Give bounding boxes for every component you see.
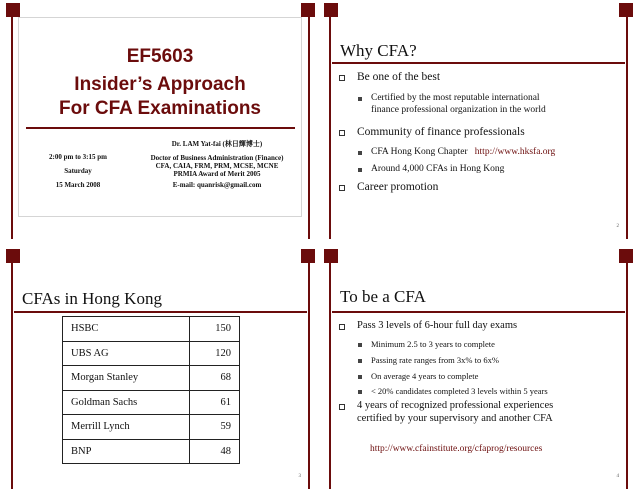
slide-border-line (11, 249, 13, 489)
sub-bullet-text: Certified by the most reputable international (371, 93, 540, 103)
bullet-text: Pass 3 levels of 6-hour full day exams (357, 320, 518, 331)
table-row (63, 317, 240, 342)
session-date: 15 March 2008 (55, 181, 101, 189)
slide-border-line (329, 3, 331, 239)
sub-bullet-text: Around 4,000 CFAs in Hong Kong (371, 164, 505, 174)
square-bullet-icon (358, 375, 362, 379)
cfa-count: 150 (190, 317, 240, 342)
slide-corner-accent (6, 249, 20, 263)
square-bullet-icon (358, 390, 362, 394)
square-bullet-icon (339, 404, 345, 410)
page-number: 4 (616, 474, 619, 479)
table-row (63, 366, 240, 391)
square-bullet-icon (339, 75, 345, 81)
cfa-count: 61 (190, 390, 240, 415)
bullet-text: Community of finance professionals (357, 126, 525, 138)
course-code: EF5603 (126, 46, 194, 67)
firm-name: Merrill Lynch (63, 415, 190, 440)
presenter-info (134, 140, 300, 189)
sub-bullet-text: Minimum 2.5 to 3 years to complete (371, 339, 495, 349)
chapter-name: CFA Hong Kong Chapter (371, 147, 468, 157)
table-row (63, 439, 240, 464)
bullet-text: certified by your supervisory and another CFA (357, 413, 553, 424)
cfa-institute-link[interactable]: http://www.cfainstitute.org/cfaprog/resources (370, 444, 543, 454)
cfa-count: 68 (190, 366, 240, 391)
slide-4 (324, 249, 633, 489)
cfa-count: 48 (190, 439, 240, 464)
square-bullet-icon (358, 359, 362, 363)
session-info (26, 150, 130, 192)
firm-name: BNP (63, 439, 190, 464)
slide-corner-accent (324, 249, 338, 263)
cfa-count: 59 (190, 415, 240, 440)
slide-border-line (308, 249, 310, 489)
heading-rule (332, 62, 625, 64)
sub-bullet-text: On average 4 years to complete (371, 371, 479, 381)
heading-rule (14, 311, 307, 313)
firm-name: Morgan Stanley (63, 366, 190, 391)
title-separator (26, 127, 295, 129)
square-bullet-icon (339, 324, 345, 330)
square-bullet-icon (358, 97, 362, 101)
square-bullet-icon (339, 130, 345, 136)
slide-2 (324, 3, 633, 239)
page-number: 3 (298, 474, 301, 479)
presenter-name: Dr. LAM Yat-fai (林日輝博士) (171, 140, 263, 148)
title-line-2: Insider’s Approach (74, 74, 246, 95)
presenter-degree: Doctor of Business Administration (Finance) (150, 154, 284, 162)
bullet-text: 4 years of recognized professional experiences (357, 400, 554, 411)
sub-bullet-text (371, 147, 555, 159)
bullet-text: Be one of the best (357, 71, 441, 83)
cfa-count-table (62, 316, 240, 464)
bullet-text: Career promotion (357, 181, 439, 193)
page-number: 2 (616, 224, 619, 229)
table-row (63, 341, 240, 366)
square-bullet-icon (358, 343, 362, 347)
slide-border-line (308, 3, 310, 239)
firm-name: Goldman Sachs (63, 390, 190, 415)
slide-corner-accent (6, 3, 20, 17)
session-day: Saturday (64, 167, 92, 175)
slide-1 (6, 3, 315, 239)
slide-border-line (11, 3, 13, 239)
presenter-email: E-mail: quanrisk@gmail.com (172, 181, 262, 189)
slide-3 (6, 249, 315, 489)
hksfa-link[interactable]: http://www.hksfa.org (474, 147, 556, 157)
slide-heading: To be a CFA (340, 287, 426, 306)
firm-name: HSBC (63, 317, 190, 342)
presenter-award: PRMIA Award of Merit 2005 (173, 170, 261, 178)
sub-bullet-text: finance professional organization in the world (371, 105, 546, 115)
sub-bullet-text: Passing rate ranges from 3x% to 6x% (371, 355, 499, 365)
slide-corner-accent (324, 3, 338, 17)
square-bullet-icon (358, 151, 362, 155)
session-time: 2:00 pm to 3:15 pm (49, 153, 107, 161)
slide-heading: Why CFA? (340, 41, 417, 60)
presenter-credentials: CFA, CAIA, FRM, PRM, MCSE, MCNE (155, 162, 279, 170)
sub-bullet-text: < 20% candidates completed 3 levels within 5 years (371, 386, 548, 396)
heading-rule (332, 311, 625, 313)
slide-border-line (626, 3, 628, 239)
slide-border-line (626, 249, 628, 489)
table-row (63, 415, 240, 440)
table-row (63, 390, 240, 415)
firm-name: UBS AG (63, 341, 190, 366)
cfa-count: 120 (190, 341, 240, 366)
title-line-3: For CFA Examinations (59, 98, 261, 119)
square-bullet-icon (339, 185, 345, 191)
square-bullet-icon (358, 168, 362, 172)
slide-heading: CFAs in Hong Kong (22, 289, 162, 308)
slide-border-line (329, 249, 331, 489)
